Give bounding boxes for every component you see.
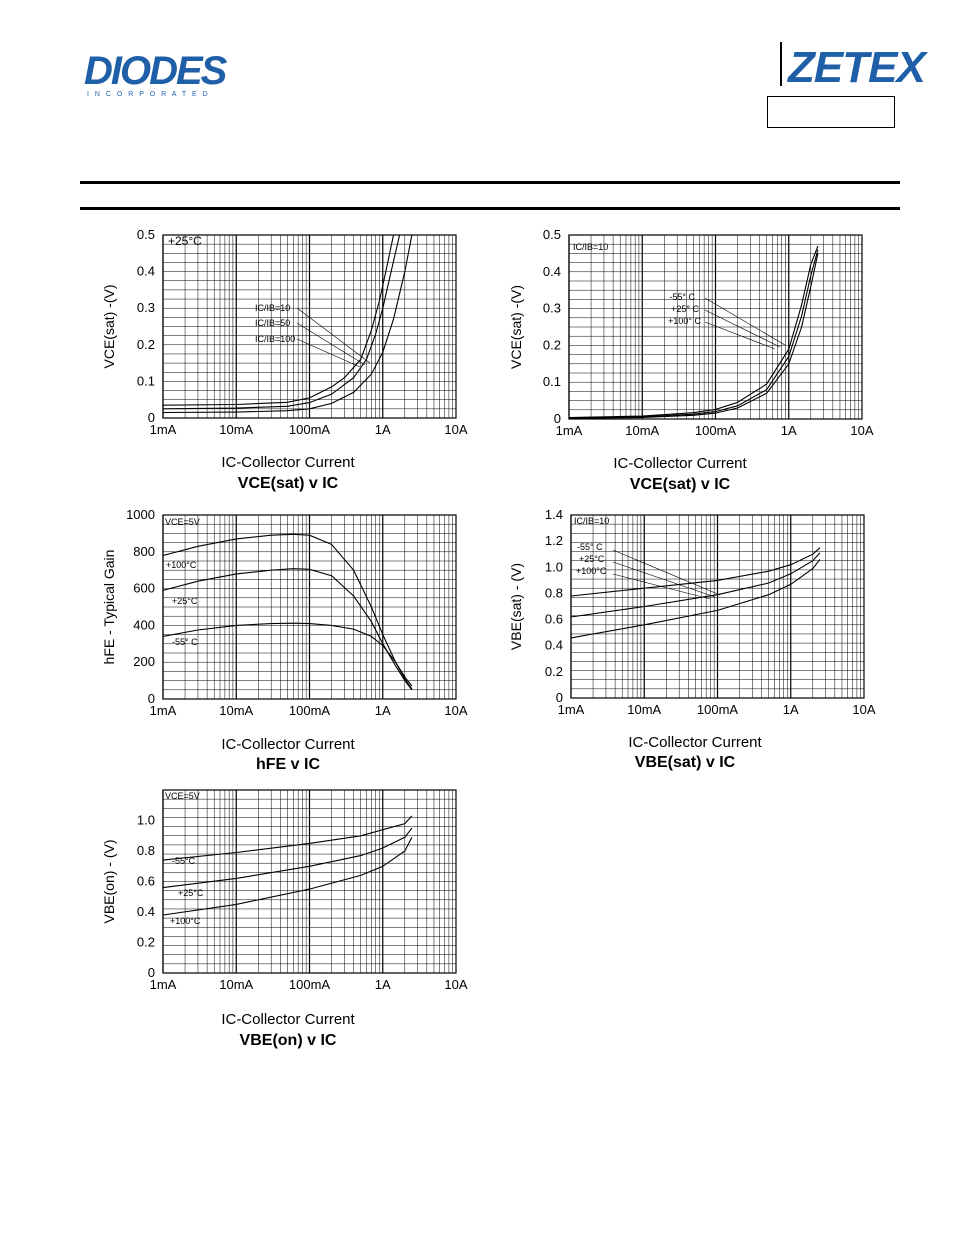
annotation-label: -55° C <box>577 542 603 552</box>
header-rule-top <box>80 181 900 184</box>
x-tick-label: 1A <box>780 423 797 438</box>
y-tick-label: 0 <box>553 411 561 426</box>
y-axis-label: VBE(on) - (V) <box>101 839 117 924</box>
x-tick-label: 100mA <box>694 423 737 438</box>
x-tick-label: 10A <box>444 703 468 718</box>
y-tick-label: 1000 <box>126 507 155 522</box>
y-tick-label: 0.8 <box>136 843 155 858</box>
y-tick-label: 0.4 <box>136 904 155 919</box>
annotation-label: IC/IB=10 <box>573 242 609 252</box>
x-tick-label: 10mA <box>219 977 254 992</box>
x-tick-label: 100mA <box>288 422 331 437</box>
chart-svg <box>100 505 480 720</box>
annotation-label: -55°C <box>172 856 196 866</box>
annotation-label: -55° C <box>172 637 198 647</box>
annotation-leader <box>613 562 715 597</box>
x-tick-label: 10mA <box>219 703 254 718</box>
zetex-logo <box>778 40 925 92</box>
y-tick-label: 0.5 <box>136 227 155 242</box>
annotation-label: +25°C <box>172 596 198 606</box>
annotation-label: -55° C <box>669 292 695 302</box>
chart-svg <box>100 780 480 995</box>
diodes-logo-text: DIODES <box>84 49 226 93</box>
y-tick-label: 0.4 <box>136 263 155 279</box>
y-tick-label: 1.2 <box>544 533 563 549</box>
x-tick-label: 10A <box>444 422 468 437</box>
y-tick-label: 0.4 <box>542 263 561 279</box>
y-tick-label: 0.1 <box>542 374 561 390</box>
y-tick-label: 0 <box>147 410 155 425</box>
x-tick-label: 1mA <box>555 423 583 438</box>
y-tick-label: 0.3 <box>542 300 561 316</box>
annotation-label: +100°C <box>170 916 201 926</box>
chart-svg <box>505 505 885 720</box>
y-tick-label: 1.0 <box>544 559 563 575</box>
chart-vce-sat-vs-ic <box>100 225 480 435</box>
x-tick-label: 1mA <box>149 422 177 437</box>
chart-vbe-sat-vs-ic <box>505 505 885 720</box>
y-tick-label: 0.2 <box>542 337 561 353</box>
y-tick-label: 0 <box>147 691 155 706</box>
x-tick-label: 1mA <box>149 703 177 718</box>
x-tick-label: 10A <box>852 702 876 717</box>
chart-1-xlabel: IC-Collector Current <box>221 454 355 471</box>
zetex-logo-text: ZETEX <box>788 43 925 92</box>
y-tick-label: 1.4 <box>544 507 563 522</box>
y-tick-label: 0 <box>147 965 155 980</box>
y-tick-label: 400 <box>133 617 155 633</box>
x-tick-label: 10A <box>444 977 468 992</box>
y-tick-label: 600 <box>133 580 155 596</box>
annotation-label: IC/IB=10 <box>574 516 610 526</box>
y-tick-label: 800 <box>133 543 155 559</box>
chart-vbe-on-vs-ic <box>100 780 480 995</box>
header-rule-bottom <box>80 207 900 210</box>
y-axis-label: hFE - Typical Gain <box>101 549 117 665</box>
annotation-label: +100°C <box>576 566 607 576</box>
annotation-label: +25°C <box>178 888 204 898</box>
y-tick-label: 0.3 <box>136 300 155 316</box>
y-tick-label: 0.4 <box>544 637 563 653</box>
chart-4-xlabel: IC-Collector Current <box>628 734 762 751</box>
annotation-label: +25° C <box>671 304 699 314</box>
y-tick-label: 0.2 <box>136 934 155 950</box>
chart-5-xlabel: IC-Collector Current <box>221 1011 355 1028</box>
annotation-label: +100° C <box>668 316 701 326</box>
annotation-label: +100°C <box>166 560 197 570</box>
annotation-label: IC/IB=100 <box>255 334 296 344</box>
x-tick-label: 10A <box>850 423 874 438</box>
x-tick-label: 1mA <box>149 977 177 992</box>
chart-svg <box>100 225 480 435</box>
y-tick-label: 0.6 <box>136 873 155 889</box>
y-axis-label: VCE(sat) -(V) <box>508 285 524 369</box>
chart-hfe-vs-ic <box>100 505 480 720</box>
x-tick-label: 1A <box>374 703 391 718</box>
x-tick-label: 100mA <box>288 977 331 992</box>
annotation-label: +25°C <box>168 234 202 248</box>
y-tick-label: 0.5 <box>542 227 561 242</box>
annotation-label: VCE=5V <box>165 791 200 801</box>
part-number-box <box>767 96 895 128</box>
y-tick-label: 0.8 <box>544 585 563 601</box>
diodes-logo <box>84 50 264 100</box>
y-tick-label: 200 <box>133 654 155 670</box>
chart-svg <box>505 225 885 440</box>
x-tick-label: 10mA <box>625 423 660 438</box>
x-tick-label: 1mA <box>557 702 585 717</box>
chart-4-title: VBE(sat) v IC <box>634 754 736 771</box>
x-tick-label: 100mA <box>288 703 331 718</box>
chart-3-xlabel: IC-Collector Current <box>221 736 355 753</box>
y-tick-label: 0.2 <box>136 336 155 352</box>
annotation-leader <box>705 310 780 347</box>
x-tick-label: 1A <box>374 422 391 437</box>
zetex-logo-bar <box>780 42 782 86</box>
chart-5-title: VBE(on) v IC <box>239 1032 337 1049</box>
annotation-label: IC/IB=50 <box>255 318 291 328</box>
y-tick-label: 0.1 <box>136 373 155 389</box>
diodes-logo-subtext: I N C O R P O R A T E D <box>87 91 210 98</box>
chart-vce-sat-vs-ic-temp <box>505 225 885 440</box>
chart-2-title: VCE(sat) v IC <box>629 476 731 493</box>
annotation-leader <box>705 298 785 345</box>
y-tick-label: 0.2 <box>544 663 563 679</box>
annotation-label: +25°C <box>579 554 605 564</box>
chart-2-xlabel: IC-Collector Current <box>613 455 747 472</box>
y-axis-label: VBE(sat) - (V) <box>508 562 524 651</box>
x-tick-label: 1A <box>782 702 799 717</box>
annotation-leader <box>297 323 365 365</box>
chart-3-title: hFE v IC <box>255 756 320 773</box>
x-tick-label: 100mA <box>696 702 739 717</box>
annotation-label: VCE=5V <box>165 517 200 527</box>
x-tick-label: 10mA <box>219 422 254 437</box>
x-tick-label: 1A <box>374 977 391 992</box>
annotation-leader <box>297 339 360 367</box>
y-tick-label: 1.0 <box>136 812 155 828</box>
y-tick-label: 0.6 <box>544 611 563 627</box>
x-tick-label: 10mA <box>627 702 662 717</box>
chart-1-title: VCE(sat) v IC <box>237 475 339 492</box>
y-axis-label: VCE(sat) -(V) <box>101 284 117 369</box>
y-tick-label: 0 <box>555 690 563 705</box>
annotation-label: IC/IB=10 <box>255 303 291 313</box>
